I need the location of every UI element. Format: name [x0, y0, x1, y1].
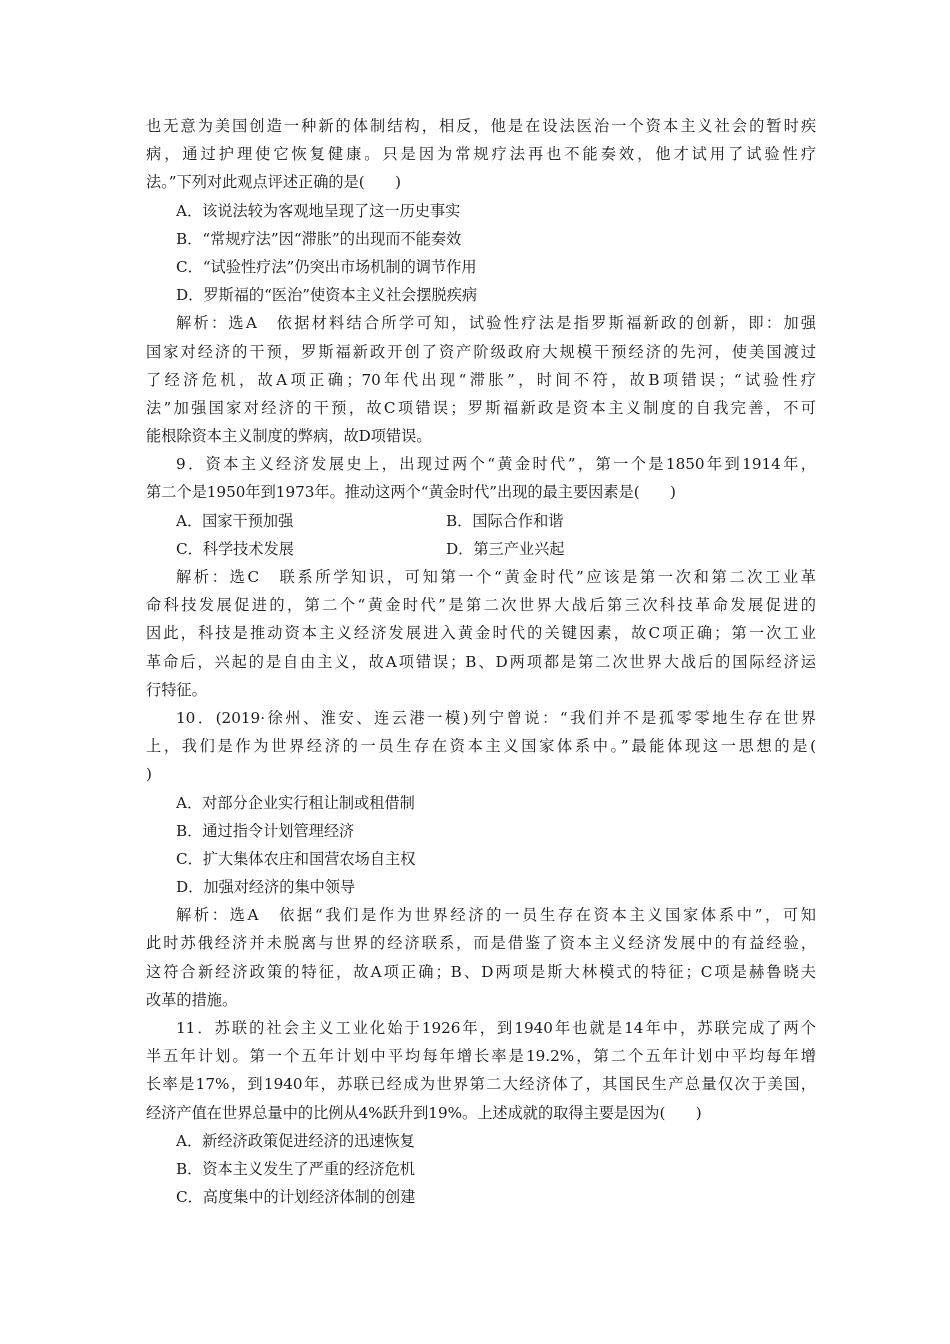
question-10 — [146, 704, 816, 1014]
analysis-line: 命科技发展促进的，第二个“黄金时代”是第二次世界大战后第三次科技革命发展促进的 — [146, 596, 816, 615]
option-a: A．对部分企业实行租让制或租借制 — [176, 793, 415, 812]
analysis-line: 革命后，兴起的是自由主义，故A项错误；B、D两项都是第二次世界大战后的国际经济运 — [146, 652, 816, 671]
question-stem-line: 长率是17%，到1940年，苏联已经成为世界第二大经济体了，其国民生产总量仅次于美国， — [146, 1075, 816, 1094]
analysis-line: 这符合新经济政策的特征，故A项正确；B、D两项是斯大林模式的特征；C项是赫鲁晓夫 — [146, 962, 816, 981]
option-a: A．新经济政策促进经济的迅速恢复 — [176, 1131, 415, 1150]
analysis-line: 解析：选A 依据材料结合所学可知，试验性疗法是指罗斯福新政的创新，即：加强 — [176, 314, 816, 333]
question-9 — [146, 450, 816, 704]
analysis-line: 能根除资本主义制度的弊病，故D项错误。 — [146, 427, 432, 446]
analysis-line: 此时苏俄经济并未脱离与世界的经济联系，而是借鉴了资本主义经济发展中的有益经验， — [146, 934, 816, 953]
analysis-line: 解析：选C 联系所学知识，可知第一个“黄金时代”应该是第一次和第二次工业革 — [176, 568, 816, 586]
question-stem-line: 10．(2019·徐州、淮安、连云港一模)列宁曾说：“我们并不是孤零零地生存在世界 — [176, 708, 816, 727]
analysis-line: 了经济危机，故A项正确；70年代出现“滞胀”，时间不符，故B项错误；“试验性疗 — [146, 370, 816, 389]
option-b: B．资本主义发生了严重的经济危机 — [176, 1159, 415, 1178]
option-b: B．通过指令计划管理经济 — [176, 821, 355, 840]
question-11 — [146, 1014, 816, 1211]
option-b: B．“常规疗法”因“滞胀”的出现而不能奏效 — [176, 229, 462, 248]
option-a: A．国家干预加强 — [176, 511, 294, 530]
question-stem-line: 法。”下列对此观点评述正确的是( ) — [146, 173, 402, 192]
analysis-line: 因此，科技是推动资本主义经济发展进入黄金时代的关键因素，故C项正确；第一次工业 — [146, 624, 816, 643]
analysis-line: 法”加强国家对经济的干预，故C项错误；罗斯福新政是资本主义制度的自我完善，不可 — [146, 398, 816, 417]
question-stem-line: 第二个是1950年到1973年。推动这两个“黄金时代”出现的最主要因素是( ) — [146, 483, 676, 502]
option-row — [146, 507, 816, 535]
option-d: D．罗斯福的“医治”使资本主义社会摆脱疾病 — [176, 286, 478, 305]
option-c: C．高度集中的计划经济体制的创建 — [176, 1188, 416, 1207]
question-stem-line: 9．资本主义经济发展史上，出现过两个“黄金时代”，第一个是1850年到1914年， — [176, 455, 816, 474]
question-stem-line: 经济产值在世界总量中的比例从4%跃升到19%。上述成就的取得主要是因为( ) — [146, 1103, 702, 1122]
question-stem-line: 11．苏联的社会主义工业化始于1926年，到1940年也就是14年中，苏联完成了两个 — [176, 1019, 816, 1037]
analysis-line: 解析：选A 依据“我们是作为世界经济的一员生存在资本主义国家体系中”，可知 — [176, 906, 816, 925]
option-d: D．第三产业兴起 — [446, 539, 565, 558]
option-c: C．“试验性疗法”仍突出市场机制的调节作用 — [176, 257, 477, 276]
option-a: A．该说法较为客观地呈现了这一历史事实 — [176, 201, 461, 220]
analysis-line: 改革的措施。 — [146, 990, 238, 1009]
option-row — [146, 535, 816, 563]
document-page — [146, 112, 816, 1211]
question-stem-line: 半五年计划。第一个五年计划中平均每年增长率是19.2%，第二个五年计划中平均每年增 — [146, 1047, 816, 1066]
option-d: D．加强对经济的集中领导 — [176, 878, 356, 897]
analysis-line: 行特征。 — [146, 680, 207, 699]
option-b: B．国际合作和谐 — [446, 511, 564, 530]
question-stem-line: 病，通过护理使它恢复健康。只是因为常规疗法再也不能奏效，他才试用了试验性疗 — [146, 145, 816, 164]
question-8 — [146, 112, 816, 450]
analysis-line: 国家对经济的干预，罗斯福新政开创了资产阶级政府大规模干预经济的先河，使美国渡过 — [146, 342, 816, 361]
option-c: C．扩大集体农庄和国营农场自主权 — [176, 849, 416, 868]
question-stem-line: ) — [146, 765, 152, 784]
question-stem-line: 上，我们是作为世界经济的一员生存在资本主义国家体系中。”最能体现这一思想的是( — [146, 737, 816, 756]
question-stem-line: 也无意为美国创造一种新的体制结构，相反，他是在设法医治一个资本主义社会的暂时疾 — [146, 117, 816, 135]
option-c: C．科学技术发展 — [176, 539, 294, 558]
